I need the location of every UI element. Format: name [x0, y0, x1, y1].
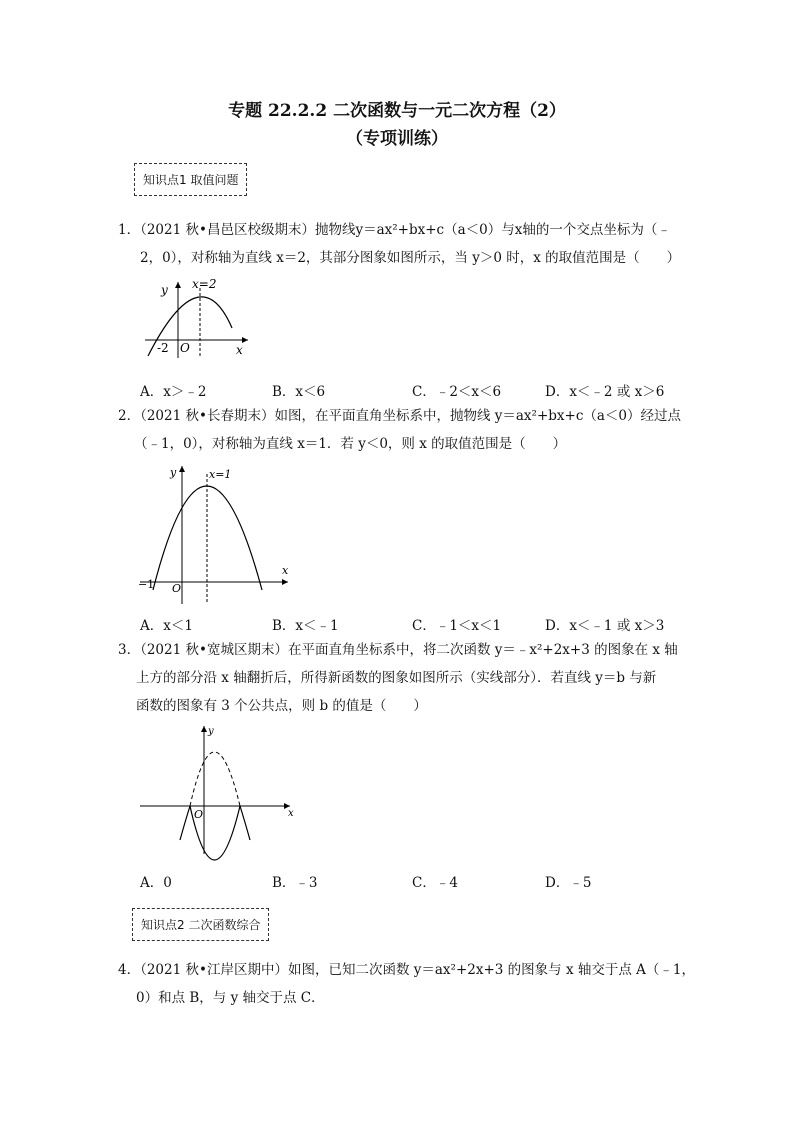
option-c[interactable]: C．﹣4	[412, 875, 458, 891]
question-3-figure	[136, 722, 301, 862]
question-source: （2021 秋•昌邑区校级期末）	[140, 222, 315, 238]
option-b[interactable]: B．x＜6	[272, 384, 326, 400]
question-number: 2．	[118, 408, 141, 424]
x-label: x	[236, 343, 243, 357]
question-2-line-2: （﹣1，0），对称轴为直线 x＝1．若 y＜0，则 x 的取值范围是（ ）	[134, 436, 567, 452]
question-1-figure	[140, 274, 260, 360]
page-title: 专题 22.2.2 二次函数与一元二次方程（2）	[228, 101, 566, 121]
option-a[interactable]: A．x＜1	[140, 618, 193, 634]
y-axis-arrow	[201, 726, 207, 732]
origin-label: O	[194, 808, 204, 821]
question-2-line-1: 2．（2021 秋•长春期末）如图，在平面直角坐标系中，抛物线 y＝ax²+bx+c（a＜0）经过点	[118, 408, 682, 424]
right-branch	[240, 806, 250, 840]
y-label: y	[161, 283, 168, 297]
x-axis-arrow	[242, 337, 248, 343]
question-number: 1．	[118, 222, 141, 238]
left-branch	[180, 806, 190, 840]
question-number: 4．	[118, 962, 141, 978]
question-4-line-2: 0）和点 B，与 y 轴交于点 C．	[136, 990, 325, 1006]
option-d[interactable]: D．x＜﹣1 或 x＞3	[545, 618, 665, 634]
x-label: x	[288, 808, 294, 819]
dashed-parabola	[190, 752, 240, 806]
question-3-line-1: 3．（2021 秋•宽城区期末）在平面直角坐标系中，将二次函数 y＝﹣x²+2x+3 的图象在 x 轴	[118, 642, 678, 658]
axis-label: x=2	[192, 277, 217, 291]
origin-label: O	[180, 341, 190, 355]
neg-label: -2	[157, 341, 169, 355]
option-d[interactable]: D．x＜﹣2 或 x＞6	[545, 384, 665, 400]
question-2-figure	[136, 462, 296, 607]
option-b[interactable]: B．x＜﹣1	[272, 618, 339, 634]
question-number: 3．	[118, 642, 141, 658]
option-c[interactable]: C．﹣2＜x＜6	[412, 384, 502, 400]
option-b[interactable]: B．﹣3	[272, 875, 318, 891]
formula: y＝ax²+bx+c（a＜0）	[355, 222, 502, 238]
y-label: y	[208, 726, 214, 737]
y-axis-arrow	[175, 282, 181, 288]
section-label-2: 知识点2 二次函数综合	[132, 908, 269, 941]
option-a[interactable]: A．0	[140, 875, 172, 891]
option-a[interactable]: A．x＞﹣2	[140, 384, 207, 400]
origin-label: O	[172, 582, 182, 595]
y-label: y	[170, 466, 177, 479]
y-axis-arrow	[179, 466, 185, 472]
section-label-1: 知识点1 取值问题	[134, 163, 247, 196]
page-subtitle: （专项训练）	[346, 129, 448, 149]
option-c[interactable]: C．﹣1＜x＜1	[412, 618, 502, 634]
x-axis-arrow	[282, 579, 288, 585]
x-label: x	[282, 564, 289, 577]
option-d[interactable]: D．﹣5	[545, 875, 592, 891]
question-1-line-2: 2，0），对称轴为直线 x＝2，其部分图象如图所示，当 y＞0 时，x 的取值范围是（ ）	[140, 250, 681, 266]
question-1-line-1: 1．（2021 秋•昌邑区校级期末）抛物线y＝ax²+bx+c（a＜0）与x轴的一个交点坐标为（﹣	[118, 222, 671, 238]
axis-label: x=1	[209, 468, 232, 481]
question-3-line-3: 函数的图象有 3 个公共点，则 b 的值是（ ）	[136, 698, 427, 714]
neg-label: −1	[138, 578, 155, 591]
question-3-line-2: 上方的部分沿 x 轴翻折后，所得新函数的图象如图所示（实线部分）．若直线 y＝b 与新	[136, 670, 657, 686]
question-4-line-1: 4．（2021 秋•江岸区期中）如图，已知二次函数 y＝ax²+2x+3 的图象与 x 轴交于点 A（﹣1，	[118, 962, 695, 978]
